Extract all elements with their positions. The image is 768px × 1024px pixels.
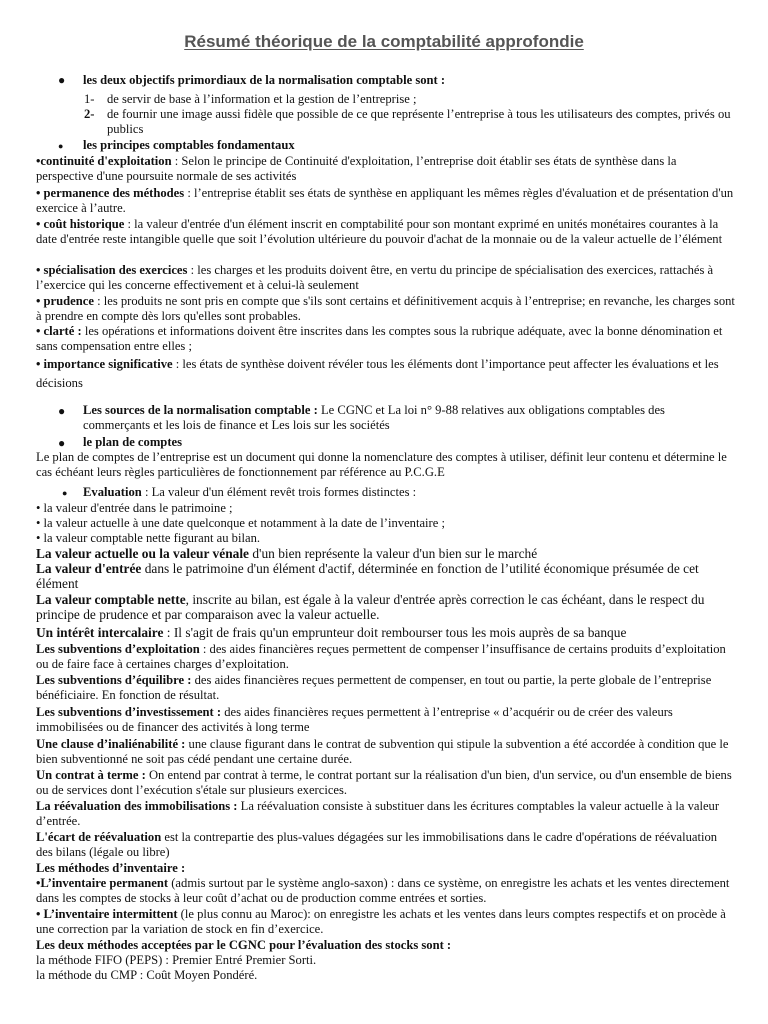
definition-item: La valeur comptable nette, inscrite au bilan, est égale à la valeur d'entrée après correction le cas échéant, dans le respect du principe de prudence et par comparaison avec la valeur actuelle.	[36, 592, 705, 623]
bullet-icon: ●	[62, 488, 68, 498]
stocks-method: la méthode du CMP : Coût Moyen Pondéré.	[36, 968, 258, 982]
evaluation-heading: Evaluation : La valeur d'un élément revêt trois formes distinctes :	[83, 485, 417, 499]
bullet-icon: ●	[58, 141, 64, 151]
page-title: Résumé théorique de la comptabilité approfondie	[184, 32, 584, 51]
list-number: 1-	[84, 92, 95, 106]
list-item: de fournir une image aussi fidèle que possible de ce que représente l’entreprise à tous les utilisateurs des comptes, privés ou publics	[107, 107, 731, 137]
principle-item: • importance significative : les états de synthèse doivent révéler tous les éléments dont l’importance peut affecter les évaluations et les décisions	[36, 357, 719, 390]
evaluation-item: • la valeur comptable nette figurant au bilan.	[36, 531, 261, 545]
list-item: de servir de base à l’information et la gestion de l’entreprise ;	[107, 92, 417, 106]
definition-item: L'écart de réévaluation est la contrepartie des plus-values dégagées sur les immobilisations dans le cadre d'opérations de réévaluation des bilans (légale ou libre)	[36, 830, 718, 860]
principle-item: • prudence : les produits ne sont pris en compte que s'ils sont certains et définitivement acquis à l’entreprise; en revanche, les charges sont à prendre en compte dès lors qu'elles sont probables.	[36, 294, 735, 324]
bullet-icon: ●	[58, 404, 66, 418]
inventaire-item: •L’inventaire permanent (admis surtout par le système anglo-saxon) : dans ce système, on enregistre les achats et les ventes directement dans les comptes de stocks à leur coût d’achat ou de production comme entrées et sorties.	[36, 876, 730, 906]
stocks-heading: Les deux méthodes acceptées par le CGNC pour l’évaluation des stocks sont :	[36, 938, 452, 952]
evaluation-item: • la valeur d'entrée dans le patrimoine ;	[36, 501, 233, 515]
inventaire-heading: Les méthodes d’inventaire :	[36, 861, 186, 875]
section-heading-principes: les principes comptables fondamentaux	[83, 138, 295, 152]
principle-item: • clarté : les opérations et informations doivent être inscrites dans les comptes sous la rubrique adéquate, avec la bonne dénomination et sans compensation entre elles ;	[36, 324, 723, 354]
section-heading-plan: le plan de comptes	[83, 435, 182, 449]
section-heading-objectifs: les deux objectifs primordiaux de la normalisation comptable sont :	[83, 73, 446, 87]
principle-item: • coût historique : la valeur d'entrée d'un élément inscrit en comptabilité pour son montant exprimé en unités monétaires courantes à la date d'entrée reste intangible quelle que soit l’évolution ultérieure du pouvoir d'achat de la monnaie ou de la valeur actuelle de l’élément	[36, 217, 723, 247]
definition-item: Un intérêt intercalaire : Il s'agit de frais qu'un emprunteur doit rembourser tous les mois auprès de sa banque	[36, 625, 627, 640]
definition-item: La réévaluation des immobilisations : La réévaluation consiste à substituer dans les écritures comptables la valeur actuelle à la valeur d’entrée.	[36, 799, 720, 829]
list-number: 2-	[84, 107, 95, 121]
principle-item: • spécialisation des exercices : les charges et les produits doivent être, en vertu du principe de spécialisation des exercices, rattachés à l’exercice qui les concerne effectivement et à celui-là seulement	[36, 263, 714, 293]
definition-item: Les subventions d’exploitation : des aides financières reçues permettent de compenser l’insuffisance de certains produits d’exploitation ou de faire face à certaines charges d’exploitation.	[36, 642, 726, 672]
definition-item: Une clause d’inaliénabilité : une clause figurant dans le contrat de subvention qui stipule la subvention a été accordée à condition que le bien subventionné ne soit pas cédé pendant une certaine durée.	[36, 737, 729, 767]
inventaire-item: • L’inventaire intermittent (le plus connu au Maroc): on enregistre les achats et les ventes dans leurs comptes respectifs et on procède à une correction par la variation de stock en fin d’exercice.	[36, 907, 726, 937]
bullet-icon: ●	[58, 73, 66, 87]
definition-item: Les subventions d’équilibre : des aides financières reçues permettent de compenser, en tout ou partie, la perte globale de l’entreprise bénéficiaire. En fonction de résultat.	[36, 673, 712, 703]
definition-item: La valeur d'entrée dans le patrimoine d'un élément d'actif, déterminée en fonction de l’utilité économique présumée de cet élément	[36, 561, 699, 592]
definition-item: Un contrat à terme : On entend par contrat à terme, le contrat portant sur la réalisation d'un bien, d'un service, ou d'un ensemble de biens ou de services dont l’exécution s'étale sur plusieurs exercices.	[36, 768, 732, 798]
evaluation-item: • la valeur actuelle à une date quelconque et notamment à la date de l’inventaire ;	[36, 516, 445, 530]
bullet-icon: ●	[58, 436, 66, 450]
sources-paragraph: Les sources de la normalisation comptable : Le CGNC et La loi n° 9-88 relatives aux obligations comptables des commerçants et les lois de finance et Les lois sur les sociétés	[83, 403, 665, 433]
definition-item: Les subventions d’investissement : des aides financières reçues permettent à l’entreprise « d’acquérir ou de créer des valeurs immobilisées ou de financer des activités à long terme	[36, 705, 673, 735]
stocks-method: la méthode FIFO (PEPS) : Premier Entré Premier Sorti.	[36, 953, 317, 967]
principle-item: • permanence des méthodes : l’entreprise établit ses états de synthèse en appliquant les mêmes règles d'évaluation et de présentation d'un exercice à l’autre.	[36, 186, 734, 216]
definition-item: La valeur actuelle ou la valeur vénale d'un bien représente la valeur d'un bien sur le marché	[36, 546, 538, 561]
plan-paragraph: Le plan de comptes de l’entreprise est un document qui donne la nomenclature des comptes à utiliser, définit leur contenu et détermine le cas échéant leurs règles particulières de fonctionnement par référence au P.C.G.E	[36, 450, 727, 480]
principle-item: •continuité d'exploitation : Selon le principe de Continuité d'exploitation, l’entreprise doit établir ses états de synthèse dans la perspective d'une poursuite normale de ses activités	[36, 154, 677, 184]
